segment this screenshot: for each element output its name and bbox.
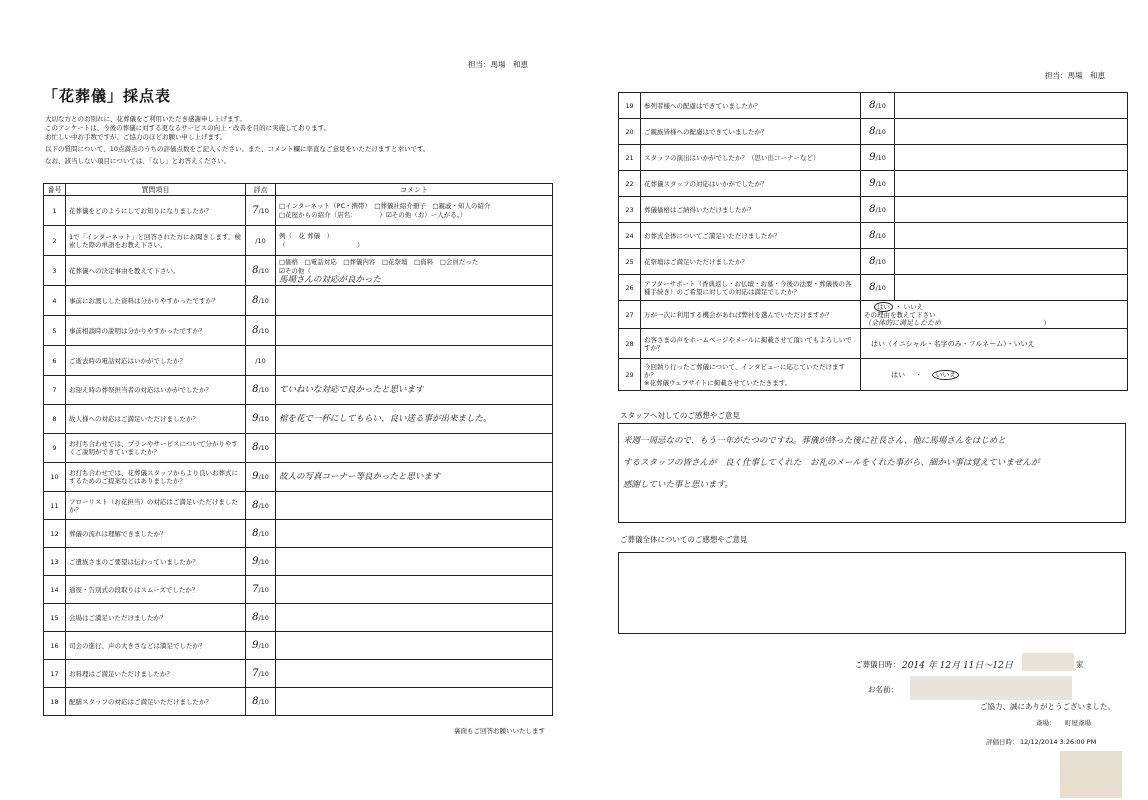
feedback-line: 米週一周忌なので、もう一年がたつのですね。葬儀が終った後に社長さん、他に馬場さんをはじめと <box>623 436 1006 446</box>
table-row <box>44 256 553 286</box>
row-score <box>246 548 276 576</box>
row-number: 13 <box>44 548 66 576</box>
header-no: 番号 <box>44 184 66 196</box>
row-question: お客さまの声をホームページやメールに掲載させて頂いてもよろしいですか？ <box>641 329 861 359</box>
row-number: 23 <box>619 197 641 223</box>
score-handwriting: 7 <box>252 204 259 216</box>
row-comment <box>276 316 553 346</box>
row-score <box>246 286 276 316</box>
row-number: 20 <box>619 119 641 145</box>
name-label: お名前： <box>868 685 898 694</box>
table-row <box>44 520 553 548</box>
row-number: 8 <box>44 405 66 434</box>
house-label: 家 <box>1076 660 1084 669</box>
row-score <box>246 434 276 463</box>
row-question: お打ち合わせでは、プランやサービスについて分かりやすくご説明ができていましたか？ <box>66 434 246 463</box>
table-row <box>44 376 553 405</box>
row-question: 葬儀価格はご納得いただけましたか？ <box>641 197 861 223</box>
table-row <box>619 145 1128 171</box>
redacted-name <box>910 676 1072 700</box>
row-score <box>246 196 276 226</box>
row-comment <box>276 520 553 548</box>
score-handwriting: 8 <box>252 527 259 539</box>
row-number: 1 <box>44 196 66 226</box>
row-question: ご親族皆様への配慮はできていましたか？ <box>641 119 861 145</box>
table-row <box>44 463 553 492</box>
score-handwriting: 9 <box>252 555 259 567</box>
score-denominator: /10 <box>255 356 266 365</box>
table-row <box>619 249 1128 275</box>
score-handwriting: 9 <box>869 177 876 189</box>
table-row <box>619 93 1128 119</box>
row-question <box>641 359 861 391</box>
reason-close-paren: ） <box>1043 318 1051 327</box>
row-score <box>861 275 895 301</box>
score-denominator: /10 <box>255 236 266 245</box>
row-number: 6 <box>44 346 66 376</box>
row-number: 15 <box>44 604 66 632</box>
score-denominator: /10 <box>258 206 269 215</box>
score-handwriting: 8 <box>252 611 259 623</box>
row-question: 会場はご満足いただけましたか？ <box>66 604 246 632</box>
row-question: 葬儀の流れは理解できましたか？ <box>66 520 246 548</box>
score-handwriting: 8 <box>869 229 876 241</box>
redacted-stamp-area <box>1060 751 1122 798</box>
score-handwriting: 8 <box>252 384 259 395</box>
score-handwriting: 7 <box>252 667 259 679</box>
table-row <box>44 346 553 376</box>
row-comment <box>276 548 553 576</box>
row-score <box>246 688 276 716</box>
row-question: 花葬儀への決定事由を教えて下さい。 <box>66 256 246 286</box>
row-comment <box>276 196 553 226</box>
reason-handwriting: （全体的に満足したため <box>864 318 941 327</box>
score-denominator: /10 <box>258 613 269 622</box>
intro-line: このアンケートは、今後の葬儀に対する更なるサービスの向上・改善を目的に実施しております。 <box>45 124 331 132</box>
row-question: ご遺族さまのご要望は伝わっていましたか？ <box>66 548 246 576</box>
row-number: 18 <box>44 688 66 716</box>
row-score <box>246 604 276 632</box>
row-number: 19 <box>619 93 641 119</box>
row-score <box>861 223 895 249</box>
score-handwriting: 8 <box>869 125 876 137</box>
turn-over-note: 裏面もご回答お願いいたします <box>454 727 545 735</box>
overall-feedback-label: ご葬儀全体についてのご感想やご意見 <box>620 535 748 544</box>
form-title: 「花葬儀」採点表 <box>43 87 172 105</box>
row-number: 3 <box>44 256 66 286</box>
row-score <box>246 660 276 688</box>
intro-line: お忙しい中お手数ですが、ご協力のほどお願い申し上げます。 <box>45 133 227 141</box>
staff-feedback-label: スタッフへ対してのご感想やご意見 <box>620 411 740 420</box>
row-score <box>246 520 276 548</box>
table-row <box>44 196 553 226</box>
row-score <box>246 492 276 520</box>
answer-no-circled: いいえ <box>932 370 959 380</box>
score-handwriting: 9 <box>252 639 259 651</box>
table-row <box>619 275 1128 301</box>
row-comment <box>276 492 553 520</box>
row-number: 17 <box>44 660 66 688</box>
comment-handwriting: ていねいな対応で良かったと思います <box>279 385 424 395</box>
row-comment <box>276 286 553 316</box>
score-denominator: /10 <box>875 205 886 214</box>
row-number: 11 <box>44 492 66 520</box>
comment-handwriting: 故人の写真コーナー等良かったと思います <box>279 472 441 482</box>
row-question: 花葬儀をどのようにしてお知りになりましたか？ <box>66 196 246 226</box>
score-denominator: /10 <box>258 386 269 394</box>
row-score <box>246 316 276 346</box>
row-question: 配膳スタッフの対応はご満足いただけましたか？ <box>66 688 246 716</box>
row-number: 10 <box>44 463 66 492</box>
table-row <box>44 632 553 660</box>
row-question: 司会の進行、声の大きさなどは満足でしたか？ <box>66 632 246 660</box>
row-number: 14 <box>44 576 66 604</box>
row-score <box>246 576 276 604</box>
funeral-date-handwriting: 2014 年 12月 11日～12日 <box>902 661 1013 671</box>
score-handwriting: 8 <box>252 499 259 511</box>
row-score <box>861 93 895 119</box>
comment-option-line: 例（ 花 葬儀 ） <box>279 231 334 240</box>
score-table-back <box>618 92 1128 391</box>
row-comment <box>276 604 553 632</box>
row-comment <box>276 256 553 286</box>
intro-line: 大切な方とのお別れに、花葬儀をご利用いただき感謝申し上げます。 <box>45 115 246 123</box>
score-denominator: /10 <box>875 179 886 188</box>
score-handwriting: 7 <box>252 583 259 595</box>
table-row <box>619 171 1128 197</box>
row-number: 7 <box>44 376 66 405</box>
comment-option-line: □インターネット（PC・携帯） □葬儀社紹介冊子 □親戚・知人の紹介 <box>279 201 491 210</box>
table-row <box>44 604 553 632</box>
row-number: 24 <box>619 223 641 249</box>
row-score <box>246 376 276 405</box>
staff-label: 担当：馬場 和恵 <box>1045 71 1105 80</box>
row-comment <box>895 145 1128 171</box>
score-handwriting: 8 <box>252 294 259 306</box>
intro-line: なお、該当しない項目については、「なし」とお答えください。 <box>45 157 231 165</box>
row-number: 21 <box>619 145 641 171</box>
row-comment <box>895 93 1128 119</box>
table-row <box>44 576 553 604</box>
header-comment: コメント <box>276 184 553 196</box>
answer-yes-circled: はい <box>874 302 893 312</box>
table-row <box>44 286 553 316</box>
row-comment <box>895 171 1128 197</box>
table-row <box>44 688 553 716</box>
answer-separator: ・ <box>915 370 923 379</box>
row-question: 事前相談時の説明は分かりやすかったですか？ <box>66 316 246 346</box>
thanks-text: ご協力、誠にありがとうございました。 <box>980 702 1115 711</box>
score-handwriting: 8 <box>869 99 876 111</box>
staff-feedback-box <box>618 423 1126 523</box>
redacted-family-name <box>1022 653 1074 671</box>
row-score <box>246 256 276 286</box>
score-handwriting: 8 <box>869 255 876 267</box>
score-handwriting: 9 <box>869 151 876 163</box>
answer-no: いいえ <box>903 302 924 311</box>
eval-date-value: 12/12/2014 3:26:00 PM <box>1020 738 1097 746</box>
row-question: お料理はご満足いただけましたか？ <box>66 660 246 688</box>
row-question: 故人様への対応はご満足いただけましたか？ <box>66 405 246 434</box>
row-comment <box>276 688 553 716</box>
table-row <box>619 359 1128 391</box>
row-question: 事前にお渡しした資料は分かりやすかったですか？ <box>66 286 246 316</box>
table-row <box>44 660 553 688</box>
row-number: 2 <box>44 226 66 256</box>
q28-answer: はい（イニシャル・名字のみ・フルネーム）・いいえ <box>861 329 1128 359</box>
row-comment <box>276 405 553 434</box>
score-handwriting: 8 <box>252 264 259 276</box>
row-comment <box>895 223 1128 249</box>
staff-label: 担当：馬場 和恵 <box>468 60 528 69</box>
row-comment <box>276 576 553 604</box>
table-row <box>619 223 1128 249</box>
score-denominator: /10 <box>875 153 886 162</box>
hall-label: 斎場： <box>1036 719 1056 727</box>
q29-question-text: 今回執り行ったご葬儀について、インタビューに応じていただけますか？ <box>644 362 845 379</box>
row-question: お葬式全体についてご満足いただけましたか？ <box>641 223 861 249</box>
funeral-date-label: ご葬儀日時： <box>855 660 900 669</box>
intro-text <box>45 115 555 166</box>
score-denominator: /10 <box>258 415 269 423</box>
score-denominator: /10 <box>258 641 269 650</box>
table-row <box>619 301 1128 329</box>
score-denominator: /10 <box>875 257 886 266</box>
table-row <box>619 329 1128 359</box>
row-comment <box>276 376 553 405</box>
header-question: 質問項目 <box>66 184 246 196</box>
score-handwriting: 9 <box>252 471 259 482</box>
q27-answer: はい ・ いいえ その理由を教えて下さい （全体的に満足したため ） <box>861 301 1128 329</box>
row-score <box>246 346 276 376</box>
row-number: 26 <box>619 275 641 301</box>
row-question: 花葬儀スタッフの対応はいかがでしたか？ <box>641 171 861 197</box>
row-comment <box>276 434 553 463</box>
score-denominator: /10 <box>258 557 269 566</box>
row-score <box>861 197 895 223</box>
row-comment <box>276 346 553 376</box>
comment-option-line: □花屋からの紹介（店名： ）☑その他（お）ー人がる。） <box>279 210 467 219</box>
table-row <box>44 434 553 463</box>
row-question: 参列者様への配慮はできていましたか？ <box>641 93 861 119</box>
table-row <box>619 197 1128 223</box>
score-denominator: /10 <box>258 296 269 305</box>
score-handwriting: 8 <box>869 281 876 293</box>
intro-line: 以下の質問について、10点満点のうちの評価点数をご記入ください。また、コメント欄に率直なご意見をいただけますと幸いです。 <box>45 145 430 153</box>
score-denominator: /10 <box>258 697 269 706</box>
table-row <box>44 548 553 576</box>
comment-handwriting: 馬場さんの対応が良かった <box>279 274 382 285</box>
q29-note: ※花葬儀ウェブサイトに掲載させていただきます。 <box>644 378 792 387</box>
eval-date-label: 評価日時： <box>986 738 1019 746</box>
score-handwriting: 8 <box>252 324 259 336</box>
score-denominator: /10 <box>875 101 886 110</box>
row-comment <box>276 226 553 256</box>
row-score <box>861 171 895 197</box>
row-number: 16 <box>44 632 66 660</box>
row-comment <box>895 275 1128 301</box>
table-row <box>44 316 553 346</box>
survey-page-back <box>590 65 1135 800</box>
row-score <box>246 632 276 660</box>
comment-option-line: （ ） <box>279 240 364 249</box>
row-number: 25 <box>619 249 641 275</box>
row-comment <box>276 463 553 492</box>
comment-option-line: ☑その他（ <box>279 266 311 275</box>
reason-label: その理由を教えて下さい <box>864 310 936 319</box>
hall-value: 町屋斎場 <box>1065 719 1091 727</box>
row-question: 1で「インターネット」と回答された方にお聞きします。検索した際の単語をお教え下さい。 <box>66 226 246 256</box>
row-question: ご逝去時の電話対応はいかがでしたか？ <box>66 346 246 376</box>
table-row <box>44 226 553 256</box>
answer-yes: はい <box>891 370 905 379</box>
row-number: 27 <box>619 301 641 329</box>
row-score <box>861 249 895 275</box>
row-score <box>246 405 276 434</box>
score-denominator: /10 <box>875 231 886 240</box>
row-number: 9 <box>44 434 66 463</box>
score-denominator: /10 <box>258 501 269 510</box>
row-score <box>246 463 276 492</box>
score-denominator: /10 <box>258 585 269 594</box>
row-number: 4 <box>44 286 66 316</box>
score-denominator: /10 <box>258 444 269 452</box>
row-score <box>861 145 895 171</box>
table-row <box>619 119 1128 145</box>
row-question: お迎え時の葬祭担当者の対応はいかがでしたか？ <box>66 376 246 405</box>
row-comment <box>276 660 553 688</box>
feedback-line: 感謝していた事と思います。 <box>623 480 733 490</box>
row-number: 12 <box>44 520 66 548</box>
comment-handwriting: 棺を花で一杯にしてもらい、良い送る事が出来ました。 <box>279 414 492 424</box>
feedback-line: するスタッフの皆さんが 良く仕事してくれた お礼のメールをくれた事がら、細かい事は覚えていませんが <box>623 458 1040 468</box>
score-denominator: /10 <box>258 326 269 335</box>
survey-page-front <box>38 55 558 745</box>
score-denominator: /10 <box>258 266 269 275</box>
score-table-front <box>43 183 553 716</box>
row-question: 花祭壇はご満足いただけましたか？ <box>641 249 861 275</box>
score-handwriting: 9 <box>252 413 259 424</box>
row-question: 万が一次に利用する機会があれば弊社を選んでいただけますか？ <box>641 301 861 329</box>
row-question: お打ち合わせでは、花葬儀スタッフからより良いお葬式にするためのご提案などはありましたか？ <box>66 463 246 492</box>
row-comment <box>276 632 553 660</box>
score-handwriting: 8 <box>869 203 876 215</box>
row-question: 通夜・告別式の段取りはスムーズでしたか？ <box>66 576 246 604</box>
score-denominator: /10 <box>258 473 269 481</box>
table-row <box>44 492 553 520</box>
score-denominator: /10 <box>875 283 886 292</box>
score-denominator: /10 <box>875 127 886 136</box>
row-question: フローリスト（お花担当）の対応はご満足いただけましたか？ <box>66 492 246 520</box>
row-question: アフターサポート（香典返し・お仏壇・お墓・今後の法要・葬儀後の各種手続き）のご希望に対しての対応は満足でしたか？ <box>641 275 861 301</box>
score-handwriting: 8 <box>252 695 259 707</box>
q29-answer <box>861 359 1128 391</box>
score-denominator: /10 <box>258 669 269 678</box>
row-comment <box>895 249 1128 275</box>
row-number: 5 <box>44 316 66 346</box>
header-score: 評点 <box>246 184 276 196</box>
row-number: 29 <box>619 359 641 391</box>
row-number: 28 <box>619 329 641 359</box>
row-number: 22 <box>619 171 641 197</box>
score-handwriting: 8 <box>252 442 259 453</box>
row-comment <box>895 119 1128 145</box>
row-comment <box>895 197 1128 223</box>
overall-feedback-box <box>618 552 1126 634</box>
table-row <box>44 405 553 434</box>
row-score <box>861 119 895 145</box>
row-question: スタッフの演出はいかがでしたか？（思い出コーナーなど） <box>641 145 861 171</box>
score-denominator: /10 <box>258 529 269 538</box>
row-score <box>246 226 276 256</box>
comment-option-line: □価格 □電話対応 □葬儀内容 □花祭壇 □資料 □会員だった <box>279 257 479 266</box>
